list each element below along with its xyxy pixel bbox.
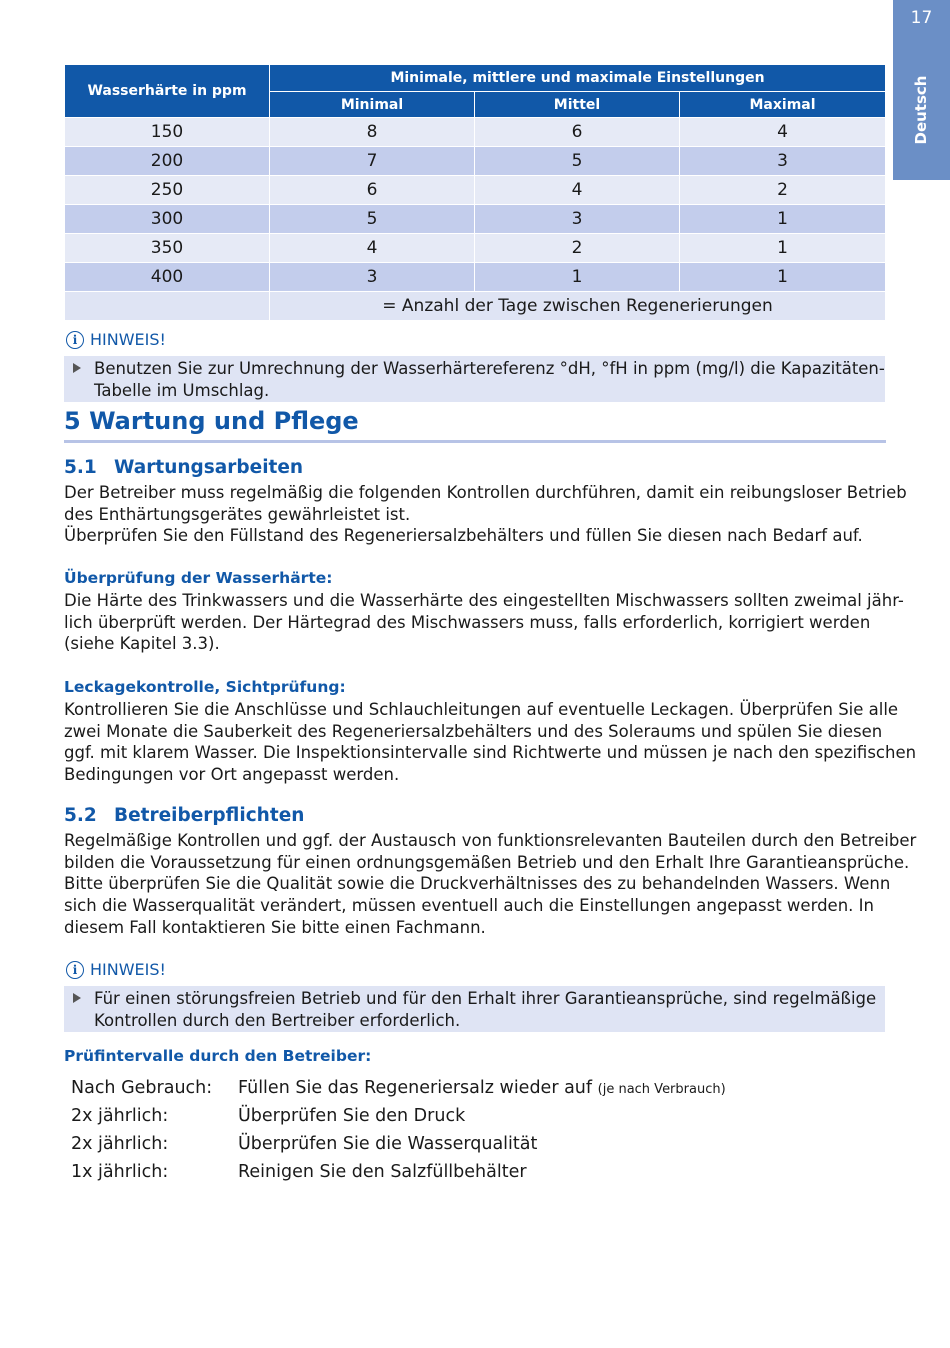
interval-when: 2x jährlich: (71, 1106, 169, 1126)
cell-minimal: 3 (270, 263, 475, 292)
table-row (65, 118, 886, 147)
section-number: 5.2 (64, 805, 97, 826)
info-icon: i (66, 961, 84, 979)
arrow-right-icon (73, 993, 81, 1003)
text-line: Der Betreiber muss regelmäßig die folgenden Kontrollen durchführen, damit ein reibungsloser Betrieb (64, 483, 907, 502)
text-line: bilden die Voraussetzung für einen ordnungsgemäßen Betrieb und den Erhalt Ihre Garantieansprüche. (64, 852, 910, 872)
arrow-right-icon (73, 363, 81, 373)
cell-ppm: 200 (65, 147, 270, 176)
cell-mittel: 1 (475, 263, 680, 292)
text-line: diesem Fall kontaktieren Sie bitte einen Fachmann. (64, 917, 486, 937)
cell-maximal: 3 (680, 147, 886, 176)
note-title: HINWEIS! (90, 330, 166, 349)
text-line: Überprüfen Sie den Füllstand des Regeneriersalzbehälters und füllen Sie diesen nach Bedarf auf. (64, 526, 863, 546)
cell-maximal: 4 (680, 118, 886, 147)
header-settings-group: Minimale, mittlere und maximale Einstellungen (270, 65, 886, 92)
cell-ppm: 150 (65, 118, 270, 147)
table-footnote-row (65, 292, 886, 321)
interval-task (238, 1074, 726, 1104)
section-5-2-heading (64, 805, 304, 826)
text-line: Bitte überprüfen Sie die Qualität sowie die Druckverhältnisses des zu behandelnden Wassers. Wenn (64, 874, 891, 894)
interval-when: Nach Gebrauch: (71, 1078, 213, 1098)
hardness-settings-table (64, 64, 886, 321)
section-5-1-body (64, 482, 907, 547)
cell-minimal: 5 (270, 205, 475, 234)
section-5-1-heading (64, 457, 303, 478)
info-icon: i (66, 331, 84, 349)
cell-maximal: 1 (680, 263, 886, 292)
note-text-line: Benutzen Sie zur Umrechnung der Wasserhärtereferenz °dH, °fH in ppm (mg/l) die Kapazitäten- (94, 359, 885, 378)
note-text-line: Für einen störungsfreien Betrieb und für den Erhalt ihrer Garantieansprüche, sind regelmäßige (94, 989, 877, 1008)
cell-mittel: 6 (475, 118, 680, 147)
cell-minimal: 6 (270, 176, 475, 205)
section-title: Wartungsarbeiten (114, 457, 304, 478)
header-mittel: Mittel (475, 92, 680, 118)
intervals-heading: Prüfintervalle durch den Betreiber: (64, 1047, 372, 1065)
interval-task: Reinigen Sie den Salzfüllbehälter (238, 1162, 527, 1182)
interval-when: 2x jährlich: (71, 1134, 169, 1154)
language-tab-label: Deutsch (912, 75, 930, 145)
section-title: Betreiberpflichten (114, 805, 305, 826)
cell-ppm: 300 (65, 205, 270, 234)
table-row (65, 263, 886, 292)
cell-mittel: 2 (475, 234, 680, 263)
text-line: Bedingungen vor Ort angepasst werden. (64, 765, 400, 785)
note-text-line: Tabelle im Umschlag. (94, 381, 270, 400)
cell-mittel: 5 (475, 147, 680, 176)
text-line: zwei Monate die Sauberkeit des Regeneriersalzbehälters und des Soleraums und spülen Sie diesen (64, 721, 883, 741)
cell-maximal: 2 (680, 176, 886, 205)
header-minimal: Minimal (270, 92, 475, 118)
header-maximal: Maximal (680, 92, 886, 118)
section-5-2-body (64, 830, 917, 939)
cell-mittel: 4 (475, 176, 680, 205)
note-heading (66, 960, 166, 979)
footnote-spacer (65, 292, 270, 321)
interval-task: Überprüfen Sie die Wasserqualität (238, 1134, 538, 1154)
note-title: HINWEIS! (90, 960, 166, 979)
water-hardness-heading: Überprüfung der Wasserhärte: (64, 569, 333, 587)
text-line: Kontrollieren Sie die Anschlüsse und Schlauchleitungen auf eventuelle Leckagen. Überprüfen Sie alle (64, 700, 899, 719)
text-line: des Enthärtungsgerätes gewährleistet ist. (64, 504, 411, 524)
cell-maximal: 1 (680, 205, 886, 234)
page-number: 17 (910, 8, 933, 28)
text-line: lich überprüft werden. Der Härtegrad des Mischwassers muss, falls erforderlich, korrigiert werden (64, 612, 871, 632)
cell-ppm: 250 (65, 176, 270, 205)
note-box (64, 986, 885, 1032)
text-line: Die Härte des Trinkwassers und die Wasserhärte des eingestellten Mischwassers sollten zweimal jähr- (64, 591, 904, 610)
text-line: Regelmäßige Kontrollen und ggf. der Austausch von funktionsrelevanten Bauteilen durch den Betreiber (64, 831, 917, 850)
note-heading (66, 330, 166, 349)
section-number: 5.1 (64, 457, 97, 478)
cell-minimal: 8 (270, 118, 475, 147)
interval-when: 1x jährlich: (71, 1162, 169, 1182)
cell-mittel: 3 (475, 205, 680, 234)
interval-task-extra: (je nach Verbrauch) (597, 1082, 726, 1097)
table-row (65, 147, 886, 176)
cell-minimal: 7 (270, 147, 475, 176)
text-line: sich die Wasserqualität verändert, müssen eventuell auch die Einstellungen angepasst werden. In (64, 896, 874, 916)
table-row (65, 205, 886, 234)
cell-ppm: 350 (65, 234, 270, 263)
water-hardness-body (64, 590, 904, 655)
header-water-hardness: Wasserhärte in ppm (65, 65, 270, 118)
table-row (65, 176, 886, 205)
leak-check-body (64, 699, 917, 786)
text-line: ggf. mit klarem Wasser. Die Inspektionsintervalle sind Richtwerte und müssen je nach den spezifischen (64, 743, 917, 763)
chapter-title-text: Wartung und Pflege (89, 407, 359, 435)
note-box (64, 356, 885, 402)
table-footnote: = Anzahl der Tage zwischen Regenerierungen (270, 292, 886, 321)
cell-maximal: 1 (680, 234, 886, 263)
interval-task-text: Füllen Sie das Regeneriersalz wieder auf (238, 1078, 593, 1098)
chapter-number: 5 (64, 407, 81, 435)
cell-ppm: 400 (65, 263, 270, 292)
leak-check-heading: Leckagekontrolle, Sichtprüfung: (64, 678, 346, 696)
table-row (65, 234, 886, 263)
note-text-line: Kontrollen durch den Bertreiber erforderlich. (94, 1011, 461, 1030)
cell-minimal: 4 (270, 234, 475, 263)
chapter-divider (64, 440, 886, 443)
text-line: (siehe Kapitel 3.3). (64, 634, 220, 654)
interval-task: Überprüfen Sie den Druck (238, 1106, 466, 1126)
chapter-title (64, 407, 359, 435)
